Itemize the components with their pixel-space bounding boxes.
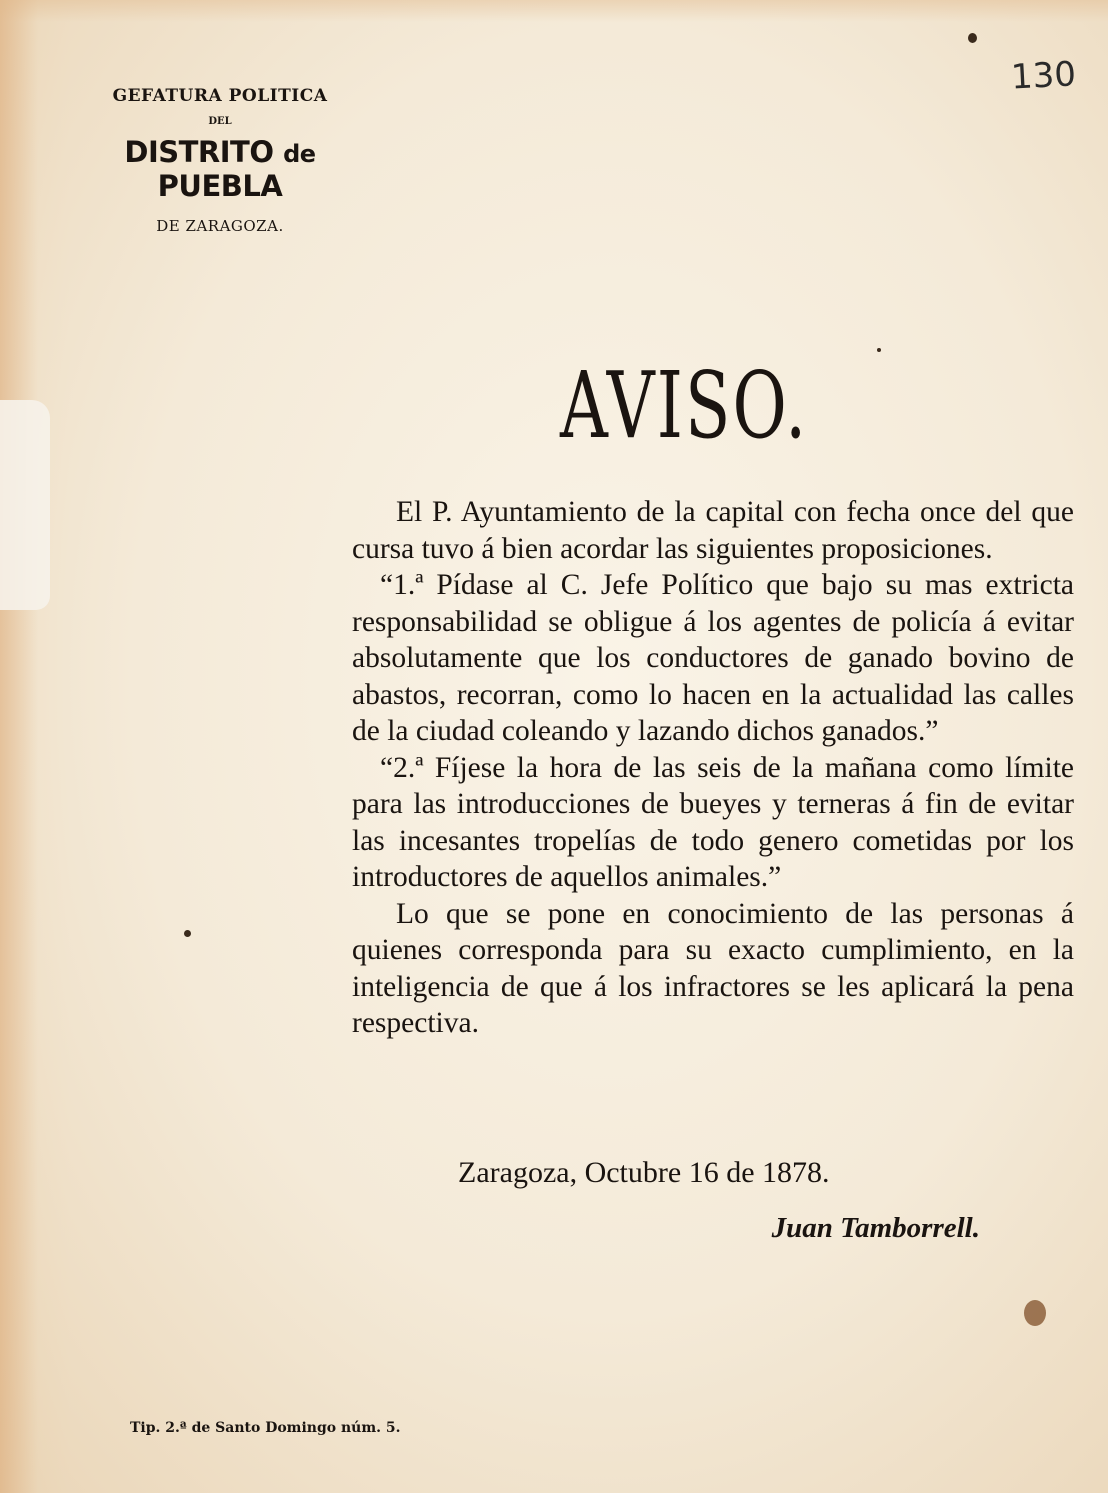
letterhead-line-4: DE ZARAGOZA. (156, 217, 284, 235)
paper-edge-left (0, 0, 38, 1493)
letterhead-line-1: GEFATURA POLITICA (112, 86, 328, 106)
letterhead (60, 86, 380, 235)
ink-spot (968, 33, 977, 43)
handwritten-page-number: 130 (1010, 54, 1078, 98)
letterhead-line-2: DEL (208, 116, 232, 127)
ink-spot (877, 348, 881, 352)
letterhead-de: de (283, 140, 316, 168)
ink-spot (184, 930, 191, 937)
letterhead-city: PUEBLA (157, 169, 283, 203)
signature: Juan Tamborrell. (771, 1212, 980, 1244)
letterhead-district (60, 135, 380, 203)
notice-title: AVISO. (560, 352, 809, 459)
stain-mark (1024, 1300, 1046, 1326)
notice-body (352, 494, 1074, 1042)
body-paragraph: Lo que se pone en conocimiento de las personas á quienes corresponda para su exacto cumplimiento, en la inteligencia de que á los infractores se les aplicará la pena respectiva. (352, 897, 1074, 1039)
body-paragraph: “2.ª Fíjese la hora de las seis de la mañana como límite para las introducciones de bueyes y terneras á fin de evitar las incesantes tropelías de todo genero cometidas por los introductores de aquellos animales.” (352, 751, 1074, 893)
date-line: Zaragoza, Octubre 16 de 1878. (458, 1156, 830, 1189)
printer-imprint: Tip. 2.ª de Santo Domingo núm. 5. (130, 1420, 401, 1436)
letterhead-district-word: DISTRITO (124, 135, 274, 169)
paper-edge-top (0, 0, 1108, 22)
paper-tear (0, 400, 50, 610)
body-paragraph: “1.ª Pídase al C. Jefe Político que bajo su mas extricta responsabilidad se obligue á los agentes de policía á evitar absolutamente que los conductores de ganado bovino de abastos, recorran, como lo hacen en la actualidad las calles de la ciudad coleando y lazando dichos ganados.” (352, 569, 1074, 747)
body-paragraph: El P. Ayuntamiento de la capital con fecha once del que cursa tuvo á bien acordar las siguientes proposiciones. (352, 496, 1074, 565)
